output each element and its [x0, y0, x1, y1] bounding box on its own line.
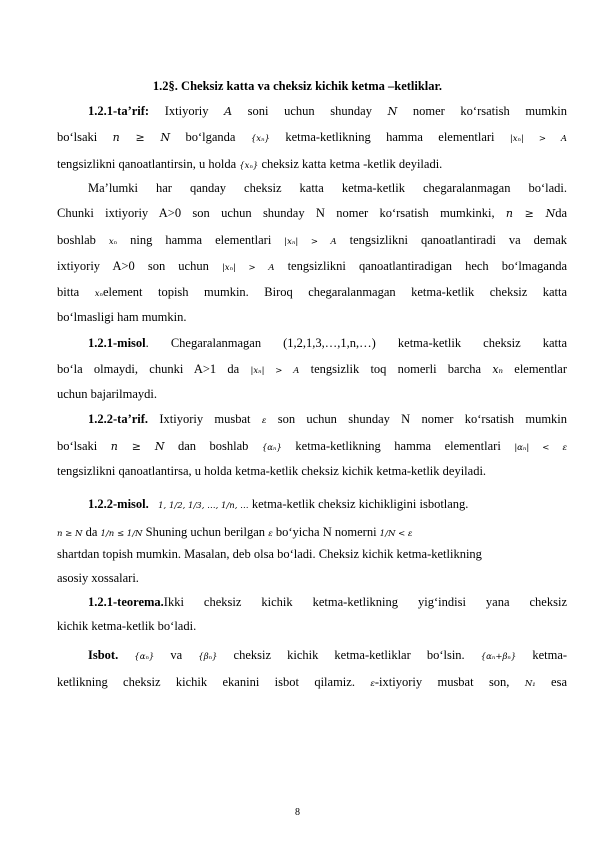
math-formula: ε — [370, 679, 375, 689]
math-formula: 1/n ≤ 1/N — [100, 529, 143, 539]
math-formula: xₙ — [108, 237, 118, 247]
paragraph-1-line-4: ixtiyoriy A>0 son uchun |xₙ| > A tengsizlikni qanoatlantiradigan hech bo‘lmaganda — [57, 259, 568, 273]
definition-2-line-2: bo‘lsaki n ≥ N dan boshlab {αₙ} ketma-ketlikning hamma elementlari |αₙ| < ε — [57, 439, 568, 453]
definition-2-line-1: 1.2.2-ta’rif. Ixtiyoriy musbat ε son uchun shunday N nomer ko‘rsatish mumkin — [88, 412, 568, 426]
math-formula: {xₙ} — [239, 161, 259, 171]
definition-2-label: 1.2.2-ta’rif. — [88, 412, 149, 426]
math-formula: {βₙ} — [198, 652, 218, 662]
math-formula: N₁ — [524, 679, 536, 689]
math-formula: n ≥ N — [57, 529, 83, 539]
example-1-line-2: bo‘la olmaydi, chunki A>1 da |xₙ| > A tengsizlik toq nomerli barcha xₙ elementlar — [57, 362, 568, 376]
example-2-line-2: n ≥ N da 1/n ≤ 1/N Shuning uchun berilgan ε bo‘yicha N nomerni 1/N < ε — [57, 525, 413, 539]
math-formula: 1, 1/2, 1/3, …, 1/n, … — [158, 501, 249, 511]
math-formula: |xₙ| > A — [284, 237, 337, 247]
proof-line-1: Isbot. {αₙ} va {βₙ} cheksiz kichik ketma-ketliklar bo‘lsin. {αₙ+βₙ} ketma- — [88, 648, 568, 662]
math-formula: |xₙ| > A — [250, 366, 300, 376]
paragraph-1-line-5: bitta xₙelement topish mumkin. Biroq chegaralanmagan ketma-ketlik cheksiz katta — [57, 285, 567, 299]
math-formula: xₙ — [492, 363, 504, 376]
proof-line-2: ketlikning cheksiz kichik ekanini isbot qilamiz. ε-ixtiyoriy musbat son, N₁ esa — [57, 675, 568, 689]
math-formula: {xₙ} — [250, 134, 270, 144]
example-2-label: 1.2.2-misol. — [88, 497, 149, 511]
proof-label: Isbot. — [88, 648, 119, 662]
definition-1-label: 1.2.1-ta’rif: — [88, 104, 150, 118]
math-formula: xₙ — [94, 289, 103, 299]
paragraph-1-line-3: boshlab xₙ ning hamma elementlari |xₙ| > A tengsizlikni qanoatlantiradi va demak — [57, 233, 568, 247]
example-2-line-3: shartdan topish mumkin. Masalan, deb olsa bo‘ladi. Cheksiz kichik ketma-ketlikning — [57, 547, 482, 561]
math-formula: 1/N < ε — [379, 529, 413, 539]
theorem-line-1: 1.2.1-teorema.Ikki cheksiz kichik ketma-ketlikning yig‘indisi yana cheksiz — [88, 595, 567, 609]
theorem-line-2: kichik ketma-ketlik bo‘ladi. — [57, 619, 197, 633]
example-1-line-1: 1.2.1-misol. Chegaralanmagan (1,2,1,3,…,1,n,…) ketma-ketlik cheksiz katta — [88, 336, 567, 350]
example-1-line-3: uchun bajarilmaydi. — [57, 387, 157, 401]
definition-1-line-1: 1.2.1-ta’rif: Ixtiyoriy A soni uchun shunday N nomer ko‘rsatish mumkin — [88, 104, 567, 118]
math-formula: n ≥ N — [505, 207, 556, 220]
math-formula: ε — [268, 529, 273, 539]
math-formula: |xₙ| > A — [221, 263, 275, 273]
definition-1-line-3: tengsizlikni qanoatlantirsin, u holda {xₙ} cheksiz katta ketma -ketlik deyiladi. — [57, 157, 443, 171]
theorem-label: 1.2.1-teorema. — [88, 595, 164, 609]
math-formula: n ≥ N — [110, 440, 165, 453]
section-title: 1.2§. Cheksiz katta va cheksiz kichik ketma –ketliklar. — [152, 79, 443, 93]
paragraph-1-line-6: bo‘lmasligi ham mumkin. — [57, 310, 187, 324]
math-formula: |αₙ| < ε — [514, 443, 568, 453]
math-formula: {αₙ+βₙ} — [480, 652, 517, 662]
math-formula: n ≥ N — [112, 131, 171, 144]
definition-2-line-3: tengsizlikni qanoatlantirsa, u holda ketma-ketlik cheksiz kichik ketma-ketlik deyiladi. — [57, 464, 487, 478]
example-2-line-4: asosiy xossalari. — [57, 571, 139, 585]
page-number: 8 — [295, 807, 300, 818]
math-formula: |xₙ| > A — [509, 134, 568, 144]
math-formula: {αₙ} — [261, 443, 282, 453]
example-1-label: 1.2.1-misol — [88, 336, 146, 350]
math-formula: ε — [261, 416, 267, 426]
paragraph-1-line-1: Ma’lumki har qanday cheksiz katta ketma-ketlik chegaralanmagan bo‘ladi. — [88, 181, 567, 195]
definition-1-line-2: bo‘lsaki n ≥ N bo‘lganda {xₙ} ketma-ketlikning hamma elementlari |xₙ| > A — [57, 130, 568, 144]
math-formula: {αₙ} — [134, 652, 155, 662]
example-2-line-1: 1.2.2-misol. 1, 1/2, 1/3, …, 1/n, … ketma-ketlik cheksiz kichikligini isbotlang. — [88, 497, 469, 511]
paragraph-1-line-2: Chunki ixtiyoriy A>0 son uchun shunday N nomer ko‘rsatish mumkinki, n ≥ Nda — [57, 206, 568, 220]
